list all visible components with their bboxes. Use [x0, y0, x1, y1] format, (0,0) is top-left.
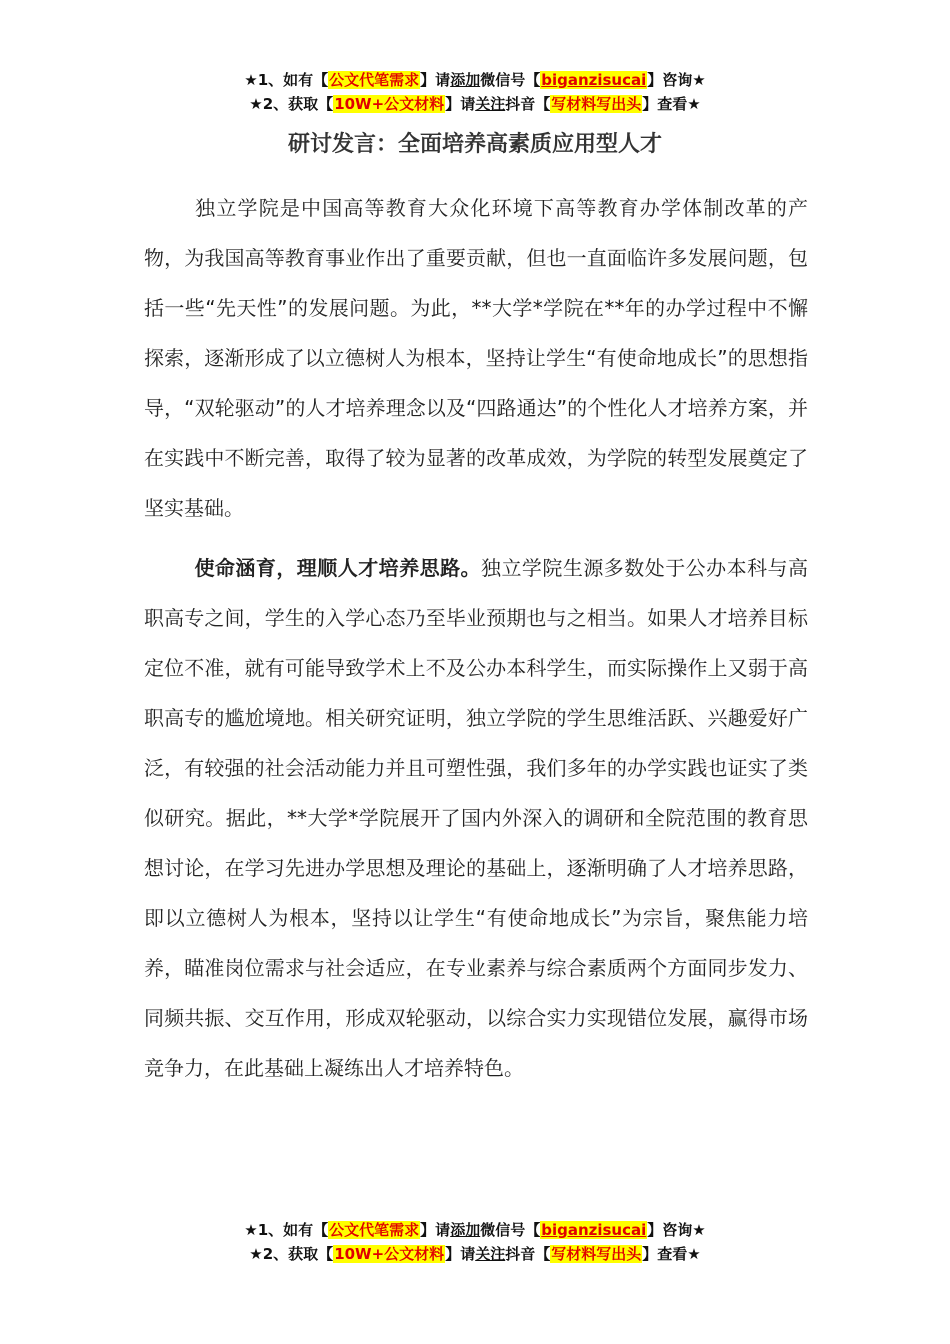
paragraph-mission-heading: 使命涵育，理顺人才培养思路。 [194, 556, 481, 580]
promo-line-1-text: 】请 [420, 71, 451, 89]
promo-line-2-prefix: ★2、获取【 [249, 95, 334, 113]
document-title: 研讨发言：全面培养高素质应用型人才 [287, 132, 662, 157]
promo-line-1-suffix: 】咨询★ [647, 71, 706, 89]
promo-highlight-service: 公文代笔需求 [329, 71, 420, 89]
promo-line-2 [0, 92, 950, 116]
promo-line-1 [0, 68, 950, 92]
promo-line-1-prefix: ★1、如有【 [244, 71, 329, 89]
promo-line-2-text: 】请 [445, 95, 476, 113]
promo-line-1 [0, 1218, 950, 1242]
promo-highlight-wechat-id: biganzisucai [541, 71, 647, 89]
header-promo-banner [0, 68, 950, 116]
paragraph-mission-text: 独立学院生源多数处于公办本科与高职高专之间，学生的入学心态乃至毕业预期也与之相当。如果人才培养目标定位不准，就有可能导致学术上不及公办本科学生，而实际操作上又弱于高职高专的尴尬境地。相关研究证明，独立学院的学生思维活跃、兴趣爱好广泛，有较强的社会活动能力并且可塑性强，我们多年的办学实践也证实了类似研究。据此，**大学*学院展开了国内外深入的调研和全院范围的教育思想讨论，在学习先进办学思想及理论的基础上，逐渐明确了人才培养思路，即以立德树人为根本，坚持以让学生“有使命地成长”为宗旨，聚焦能力培养，瞄准岗位需求与社会适应，在专业素养与综合素质两个方面同步发力、同频共振、交互作用，形成双轮驱动，以综合实力实现错位发展，赢得市场竞争力，在此基础上凝练出人才培养特色。 [144, 556, 808, 1080]
promo-line-2-emphasis: 关注 [475, 1245, 506, 1263]
promo-line-2-text: 】请 [445, 1245, 476, 1263]
promo-line-1-emphasis: 添加 [450, 71, 481, 89]
promo-line-2-suffix: 】查看★ [642, 95, 701, 113]
promo-highlight-materials: 10W+公文材料 [334, 95, 445, 113]
promo-line-1-text-2: 微信号【 [480, 1221, 541, 1239]
promo-line-1-suffix: 】咨询★ [647, 1221, 706, 1239]
promo-highlight-wechat-id: biganzisucai [541, 1221, 647, 1239]
promo-line-1-emphasis: 添加 [450, 1221, 481, 1239]
footer-promo-banner [0, 1218, 950, 1266]
promo-line-2-emphasis: 关注 [475, 95, 506, 113]
promo-line-1-text: 】请 [420, 1221, 451, 1239]
promo-highlight-service: 公文代笔需求 [329, 1221, 420, 1239]
promo-highlight-douyin-account: 写材料写出头 [551, 1245, 642, 1263]
promo-line-2-prefix: ★2、获取【 [249, 1245, 334, 1263]
promo-line-2 [0, 1242, 950, 1266]
promo-line-1-text-2: 微信号【 [480, 71, 541, 89]
promo-highlight-douyin-account: 写材料写出头 [551, 95, 642, 113]
paragraph-intro [144, 183, 808, 533]
promo-line-1-prefix: ★1、如有【 [244, 1221, 329, 1239]
promo-line-2-text-2: 抖音【 [505, 95, 551, 113]
promo-line-2-text-2: 抖音【 [505, 1245, 551, 1263]
promo-highlight-materials: 10W+公文材料 [334, 1245, 445, 1263]
paragraph-intro-text: 独立学院是中国高等教育大众化环境下高等教育办学体制改革的产物，为我国高等教育事业作出了重要贡献，但也一直面临许多发展问题，包括一些“先天性”的发展问题。为此，**大学*学院在**年的办学过程中不懈探索，逐渐形成了以立德树人为根本，坚持让学生“有使命地成长”的思想指导，“双轮驱动”的人才培养理念以及“四路通达”的个性化人才培养方案，并在实践中不断完善，取得了较为显著的改革成效，为学院的转型发展奠定了坚实基础。 [144, 196, 808, 520]
promo-line-2-suffix: 】查看★ [642, 1245, 701, 1263]
paragraph-mission [144, 543, 808, 1093]
